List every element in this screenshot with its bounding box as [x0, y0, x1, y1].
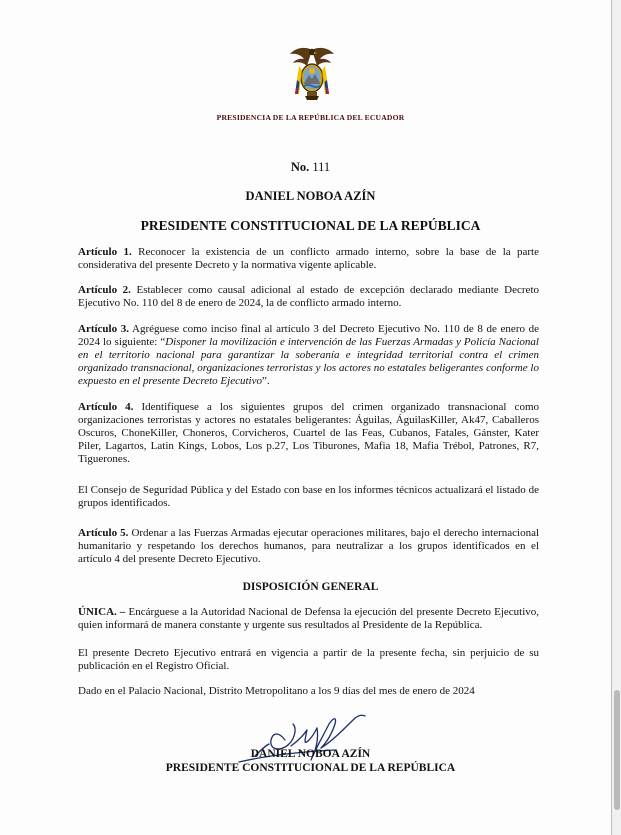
signatory-name: DANIEL NOBOA AZÍN [250, 748, 371, 760]
scrollbar-thumb[interactable] [614, 690, 620, 810]
coat-of-arms-icon [287, 44, 337, 102]
article-3-text: Agréguese como inciso final al artículo 3 del Decreto Ejecutivo No. 110 de 8 de enero de 2024 lo siguiente: “ [78, 323, 539, 348]
article-1-label: Artículo 1. [78, 246, 132, 258]
article-2-label: Artículo 2. [78, 284, 131, 296]
institution-heading: PRESIDENCIA DE LA REPÚBLICA DEL ECUADOR [216, 113, 405, 122]
article-4-text: Identifíquese a los siguientes grupos del crimen organizado transnacional como organizaciones terroristas y actores no estatales beligerantes: Águilas, ÁguilasKiller, Ak47, Caballeros Oscuros, ChoneKiller, Choneros, Corvicheros, Cuartel de las Feas, Cubanos, Fatales, Gánster, Kater Piler, Lagartos, Latin Kings, Lobos, Los p.27, Los Tiburones, Mafia 18, Mafia Trébol, Patrones, R7, Tiguerones. [78, 401, 539, 465]
article-2-text: Establecer como causal adicional al estado de excepción declarado mediante Decreto Ejecutivo No. 110 del 8 de enero de 2024, la de conflicto armado interno. [78, 284, 539, 309]
validity-paragraph: El presente Decreto Ejecutivo entrará en vigencia a partir de la presente fecha, sin perjuicio de su publicación en el Registro Oficial. [78, 647, 539, 672]
article-3-quote: Disponer la movilización e intervención de las Fuerzas Armadas y Policía Nacional en el territorio nacional para garantizar la soberanía e integridad territorial contra el crimen organizado transnacional, organizaciones terroristas y los actores no estatales beligerantes conforme lo expuesto en el presente Decreto Ejecutivo [78, 336, 539, 387]
signatory-title: PRESIDENTE CONSTITUCIONAL DE LA REPÚBLICA [165, 762, 456, 774]
article-3 [78, 323, 539, 388]
vertical-scrollbar[interactable] [612, 0, 621, 835]
given-at-paragraph: Dado en el Palacio Nacional, Distrito Metropolitano a los 9 días del mes de enero de 2024 [78, 685, 475, 697]
article-3-label: Artículo 3. [78, 323, 129, 335]
general-provision-unique [78, 606, 539, 632]
article-4-label: Artículo 4. [78, 401, 134, 413]
article-5-text: Ordenar a las Fuerzas Armadas ejecutar operaciones militares, bajo el derecho internacional humanitario y respetando los derechos humanos, para neutralizar a los grupos identificados en el artículo 4 del presente Decreto Ejecutivo. [78, 527, 540, 565]
president-title: PRESIDENTE CONSTITUCIONAL DE LA REPÚBLICA [140, 218, 481, 233]
handwritten-signature-icon [225, 710, 385, 770]
general-provision-label: ÚNICA. – [78, 606, 126, 618]
article-5 [78, 527, 539, 566]
decree-number-value: 111 [312, 160, 331, 174]
general-provision-text: Encárguese a la Autoridad Nacional de Defensa la ejecución del presente Decreto Ejecutivo, quien informará de manera constante y urgente sus resultados al Presidente de la República. [78, 606, 540, 631]
decree-number-label: No. [290, 160, 310, 174]
security-council-paragraph [78, 484, 539, 510]
article-1 [78, 246, 539, 272]
article-5-label: Artículo 5. [78, 527, 129, 539]
security-council-text: El Consejo de Seguridad Pública y del Estado con base en los informes técnicos actualizará el listado de grupos identificados. [78, 484, 539, 509]
president-name: DANIEL NOBOA AZÍN [245, 189, 376, 203]
general-provision-title: DISPOSICIÓN GENERAL [242, 581, 379, 593]
article-1-text: Reconocer la existencia de un conflicto armado interno, sobre la base de la parte considerativa del presente Decreto y la normativa vigente aplicable. [78, 246, 539, 271]
decree-number [0, 160, 621, 175]
article-3-closing: ”. [261, 375, 270, 387]
article-2 [78, 284, 539, 310]
article-4 [78, 401, 539, 466]
